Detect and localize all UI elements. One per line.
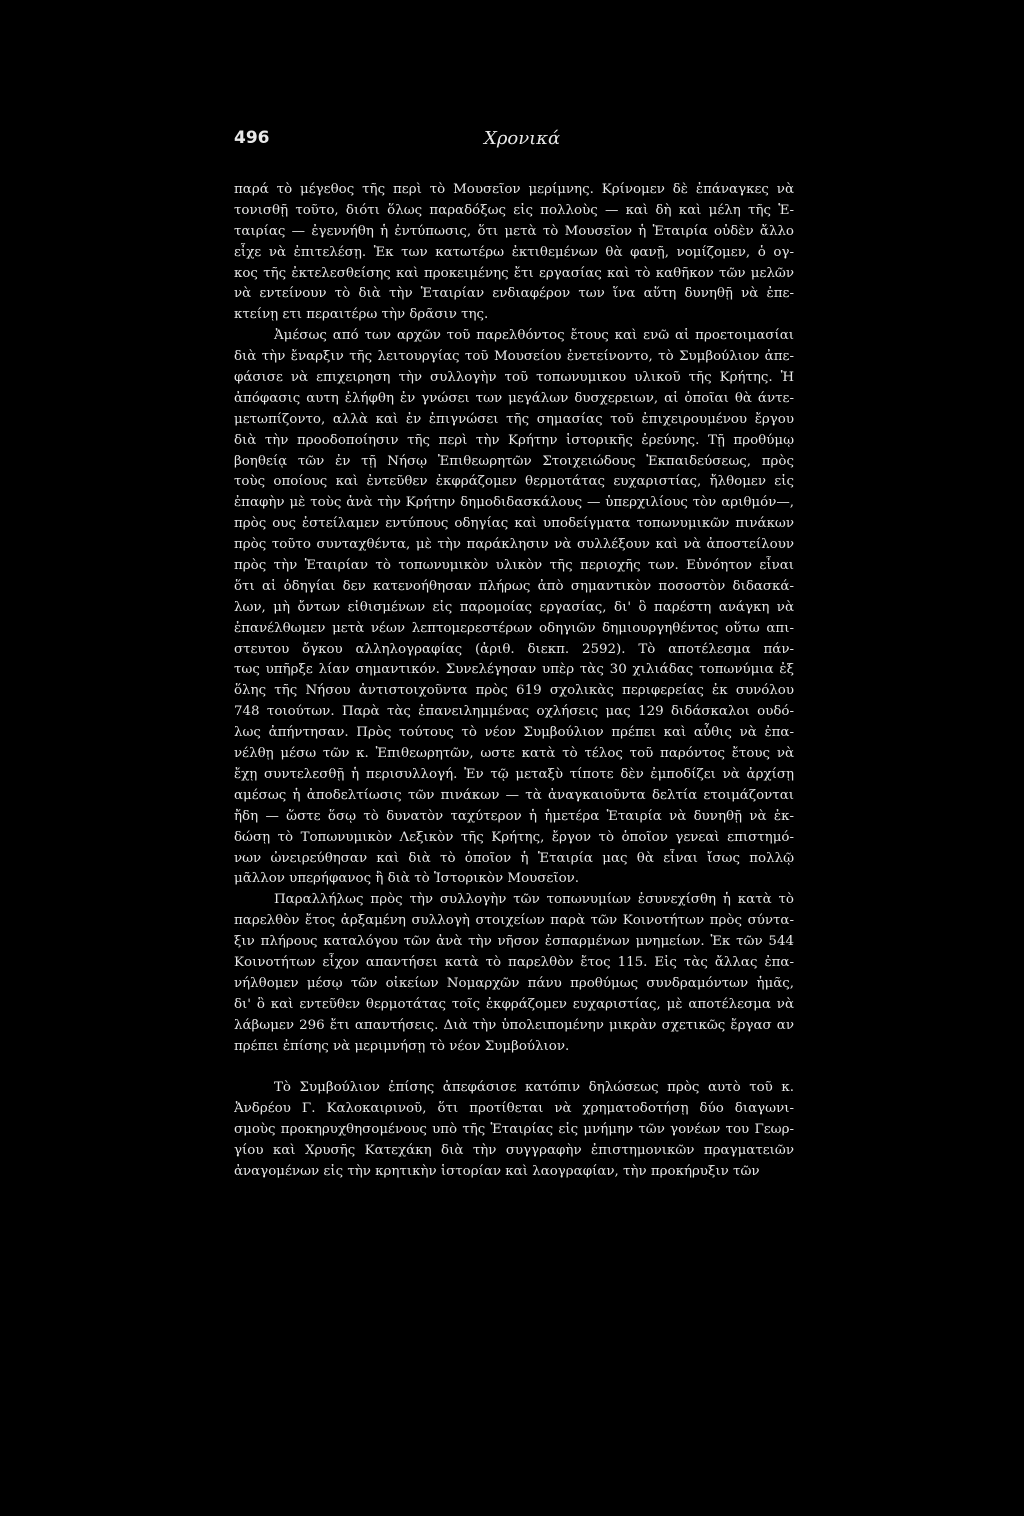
text-line: εἶχε νὰ ἐπιτελέσῃ. Ἐκ των κατωτέρω ἐκτιθεμένων θὰ φανῇ, νομίζομεν, ὁ ογ- [234, 244, 794, 260]
text-line: πρέπει ἐπίσης νὰ μεριμνήσῃ τὸ νέον Συμβούλιον. [234, 1038, 570, 1054]
text-line: νήλθομεν μέσῳ τῶν οἰκείων Νομαρχῶν πάνυ προθύμως συνδραμόντων ἡμᾶς, [234, 975, 794, 991]
text-line: Ἀνδρέου Γ. Καλοκαιρινοῦ, ὅτι προτίθεται νὰ χρηματοδοτήσῃ δύο διαγωνι- [234, 1101, 794, 1117]
text-line: κος τῆς ἐκτελεσθείσης καὶ προκειμένης ἔτι εργασίας καὶ τὸ καθῆκον τῶν μελῶν [234, 265, 794, 281]
text-line: μᾶλλον υπερήφανος ἢ διὰ τὸ Ἱστορικὸν Μουσεῖον. [234, 871, 580, 887]
running-head: Χρονικά [484, 128, 561, 149]
text-line: δι' ὃ καὶ εντεῦθεν θερμοτάτας τοῖς ἐκφράζομεν ευχαριστίας, μὲ αποτέλεσμα νὰ [234, 996, 794, 1012]
paragraph-gap [234, 1057, 794, 1078]
text-line: κτείνῃ ετι περαιτέρω τὴν δρᾶσιν της. [234, 307, 489, 323]
text-line: ξιν πλήρους καταλόγου τῶν ἀνὰ τὴν νῆσον ἐσπαρμένων μνημείων. Ἐκ τῶν 544 [234, 934, 794, 950]
paragraph [234, 890, 794, 1057]
text-line: Κοινοτήτων εἶχον απαντήσει κατὰ τὸ παρελθὸν ἔτος 115. Εἰς τὰς ἄλλας ἐπα- [234, 954, 794, 970]
text-line: ἀναγομένων εἰς τὴν κρητικὴν ἱστορίαν καὶ λαογραφίαν, τὴν προκήρυξιν τῶν [234, 1163, 760, 1179]
text-line: αμέσως ἡ ἀποδελτίωσις τῶν πινάκων — τὰ ἀναγκαιοῦντα δελτία ετοιμάζονται [234, 787, 794, 803]
text-line: Παραλλήλως πρὸς τὴν συλλογὴν τῶν τοπωνυμίων ἐσυνεχίσθη ἡ κατὰ τὸ [274, 892, 794, 908]
text-line: πρὸς τὴν Ἑταιρίαν τὸ τοπωνυμικὸν υλικὸν τῆς περιοχῆς των. Εὐνόητον εἶναι [234, 558, 794, 574]
text-line: παρά τὸ μέγεθος τῆς περὶ τὸ Μουσεῖον μερίμνης. Κρίνομεν δὲ ἐπάναγκες νὰ [234, 182, 794, 197]
text-line: δώσῃ τὸ Τοπωνυμικὸν Λεξικὸν τῆς Κρήτης, ἔργον τὸ ὁποῖον γενεαὶ επιστημό- [234, 829, 794, 845]
text-line: Τὸ Συμβούλιον ἐπίσης ἀπεφάσισε κατόπιν δηλώσεως πρὸς αυτὸ τοῦ κ. [274, 1080, 794, 1096]
paragraph [234, 326, 794, 890]
paragraph [234, 180, 794, 326]
text-line: μετωπίζοντο, αλλὰ καὶ ἐν ἐπιγνώσει τῆς σημασίας τοῦ ἐπιχειρουμένου ἔργου [234, 411, 794, 427]
text-line: τοὺς οποίους καὶ ἐντεῦθεν ἐκφράζομεν θερμοτάτας ευχαριστίας, ἤλθομεν εἰς [234, 474, 794, 490]
text-line: ἤδη — ὥστε ὅσῳ τὸ δυνατὸν ταχύτερον ἡ ἡμετέρα Ἑταιρία νὰ δυνηθῇ νὰ ἐκ- [234, 808, 794, 824]
text-line: παρελθὸν ἔτος ἀρξαμένη συλλογὴ στοιχείων παρὰ τῶν Κοινοτήτων πρὸς σύντα- [234, 913, 794, 929]
text-line: ὅτι αἱ ὁδηγίαι δεν κατενοήθησαν πλήρως ἀπὸ σημαντικὸν ποσοστὸν διδασκά- [234, 578, 794, 594]
text-line: διὰ τὴν ἔναρξιν τῆς λειτουργίας τοῦ Μουσείου ἐνετείνοντο, τὸ Συμβούλιον ἀπε- [234, 349, 794, 365]
text-line: πρὸς τοῦτο συνταχθέντα, μὲ τὴν παράκλησιν νὰ συλλέξουν καὶ νὰ ἀποστείλουν [234, 537, 794, 553]
text-line: ὅλης τῆς Νήσου ἀντιστοιχοῦντα πρὸς 619 σχολικὰς περιφερείας ἐκ συνόλου [234, 683, 794, 699]
text-line: νὰ εντείνουν τὸ διὰ τὴν Ἑταιρίαν ενδιαφέρον των ἵνα αὕτη δυνηθῇ νὰ ἐπε- [234, 286, 794, 302]
paragraph [234, 1078, 794, 1182]
text-line: λων, μὴ ὄντων εἰθισμένων εἰς παρομοίας εργασίας, δι' ὃ παρέστη ανάγκη νὰ [234, 599, 794, 615]
page-number: 496 [234, 128, 270, 148]
text-line: ταιρίας — ἐγεννήθη ἡ ἐντύπωσις, ὅτι μετὰ τὸ Μουσεῖον ἡ Ἑταιρία οὐδὲν ἄλλο [234, 223, 794, 239]
text-line: ἐπαφὴν μὲ τοὺς ἀνὰ τὴν Κρήτην δημοδιδασκάλους — ὑπερχιλίους τὸν αριθμόν—, [234, 495, 794, 511]
text-line: γίου καὶ Χρυσῆς Κατεχάκη διὰ τὴν συγγραφὴν ἐπιστημονικῶν πραγματειῶν [234, 1143, 794, 1159]
text-line: 748 τοιούτων. Παρὰ τὰς ἐπανειλημμένας οχλήσεις μας 129 διδάσκαλοι ουδό- [234, 704, 794, 720]
text-line: Ἀμέσως από των αρχῶν τοῦ παρελθόντος ἔτους καὶ ενῶ αἱ προετοιμασίαι [274, 328, 794, 344]
text-line: νέλθῃ μέσω τῶν κ. Ἐπιθεωρητῶν, ωστε κατὰ τὸ τέλος τοῦ παρόντος ἔτους νὰ [234, 746, 794, 762]
text-line: λως ἀπήντησαν. Πρὸς τούτους τὸ νέον Συμβούλιον πρέπει καὶ αὖθις νὰ ἐπα- [234, 725, 794, 741]
text-line: διὰ τὴν προοδοποίησιν τῆς περὶ τὴν Κρήτην ἱστορικῆς ἐρεύνης. Τῇ προθύμῳ [234, 432, 794, 448]
text-line: πρὸς ους ἐστείλαμεν εντύπους οδηγίας καὶ υποδείγματα τοπωνυμικῶν πινάκων [234, 516, 794, 532]
page-header [234, 128, 794, 154]
text-line: ἀπόφασις αυτη ἐλήφθη ἐν γνώσει των μεγάλων δυσχερειων, αἱ ὁποῖαι θὰ άντε- [234, 390, 794, 406]
text-line: ἐπανέλθωμεν μετὰ νέων λεπτομερεστέρων οδηγιῶν δημιουργηθέντος οὕτω απι- [234, 620, 794, 636]
text-line: ἔχῃ συντελεσθῇ ἡ περισυλλογή. Ἐν τῷ μεταξὺ τίποτε δὲν ἐμποδίζει νὰ ἀρχίσῃ [234, 766, 794, 782]
text-line: στευτου ὄγκου αλληλογραφίας (ἀριθ. διεκπ. 2592). Τὸ αποτέλεσμα πάν- [234, 641, 794, 657]
body-text [234, 180, 794, 1183]
text-line: λάβωμεν 296 ἔτι απαντήσεις. Διὰ τὴν ὑπολειπομένην μικρὰν σχετικῶς ἔργασ αν [234, 1017, 794, 1033]
text-line: τονισθῇ τοῦτο, διότι ὅλως παραδόξως εἰς πολλοὺς — καὶ δὴ καὶ μέλη τῆς Ἑ- [234, 202, 794, 218]
text-line: φάσισε νὰ επιχειρηση τὴν συλλογὴν τοῦ τοπωνυμικου υλικοῦ τῆς Κρήτης. Ἡ [234, 370, 794, 386]
text-line: νων ὠνειρεύθησαν καὶ διὰ τὸ ὁποῖον ἡ Ἑταιρία μας θὰ εἶναι ἴσως πολλῷ [234, 850, 794, 866]
text-line: τως υπῆρξε λίαν σημαντικόν. Συνελέγησαν υπὲρ τὰς 30 χιλιάδας τοπωνύμια ἐξ [234, 662, 794, 678]
text-line: βοηθείᾳ τῶν ἐν τῇ Νήσῳ Ἐπιθεωρητῶν Στοιχειώδους Ἐκπαιδεύσεως, πρὸς [234, 453, 794, 469]
text-line: σμοὺς προκηρυχθησομένους υπὸ τῆς Ἑταιρίας εἰς μνήμην τῶν γονέων του Γεωρ- [234, 1122, 794, 1138]
